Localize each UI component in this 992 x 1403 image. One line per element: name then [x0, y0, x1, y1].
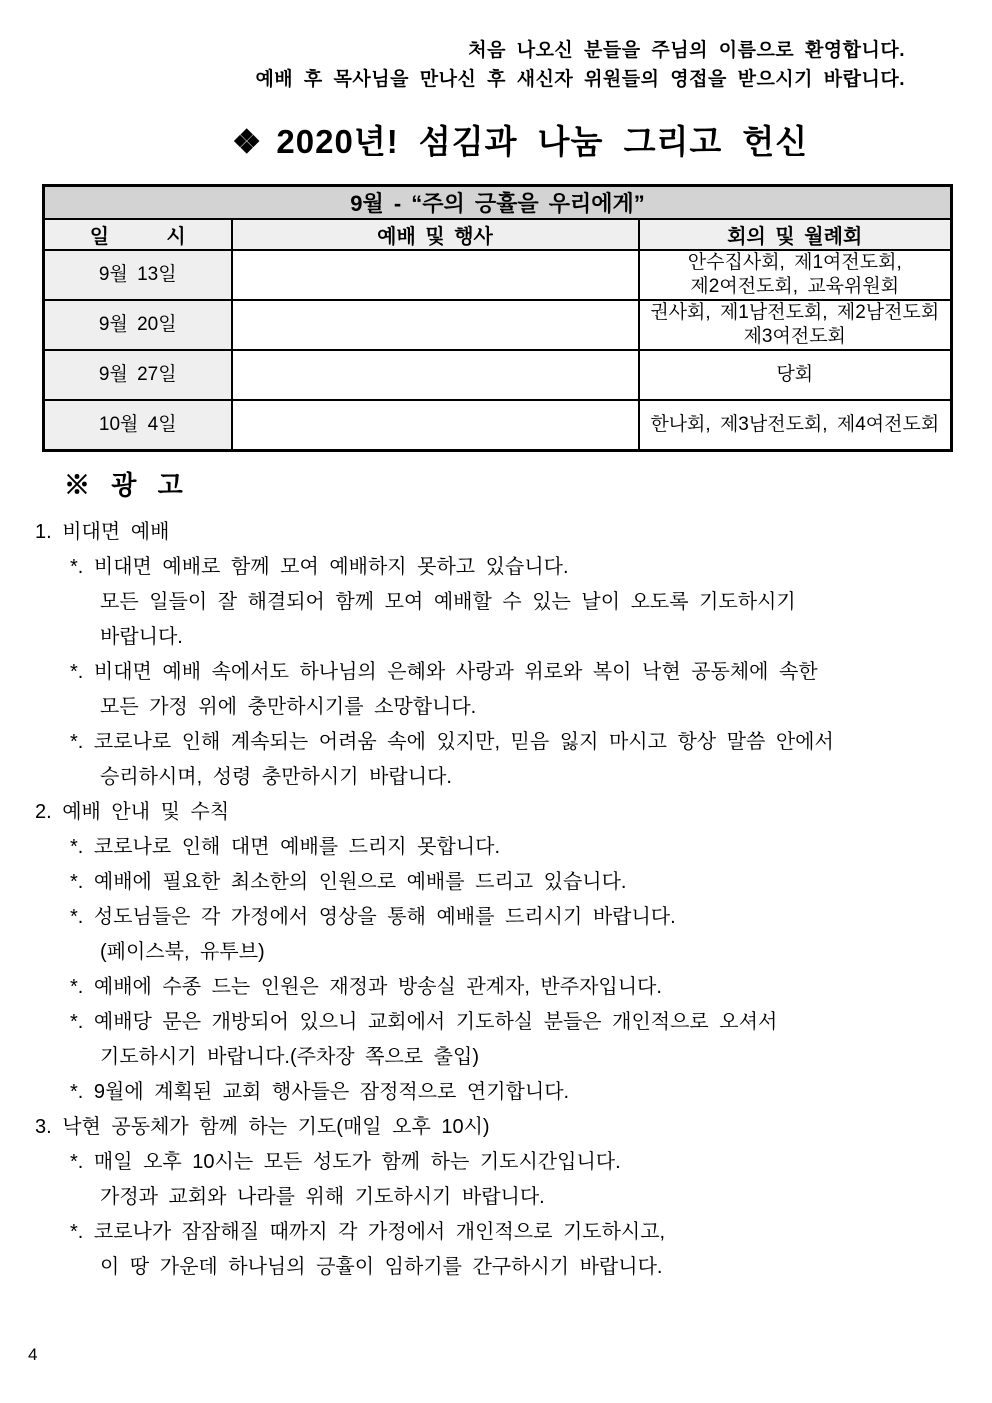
- meetings-line: 권사회, 제1남전도회, 제2남전도회: [650, 302, 940, 323]
- announcement-subitem: *. 코로나가 잠잠해질 때까지 각 가정에서 개인적으로 기도하시고,: [70, 1220, 666, 1243]
- table-row: [44, 300, 952, 350]
- date-cell: 9월 27일: [44, 350, 232, 400]
- table-header-row: [44, 219, 952, 250]
- announcement-subitem: *. 비대면 예배 속에서도 하나님의 은혜와 사랑과 위로와 복이 낙현 공동체에 속한: [70, 660, 818, 683]
- meetings-line: 안수집사회, 제1여전도회,: [687, 252, 902, 273]
- meetings-cell: [639, 350, 952, 400]
- worship-cell: [232, 300, 639, 350]
- announcement-subitem: *. 예배당 문은 개방되어 있으니 교회에서 기도하실 분들은 개인적으로 오셔서: [70, 1010, 778, 1033]
- announcement-subitem: *. 코로나로 인해 계속되는 어려움 속에 있지만, 믿음 잃지 마시고 항상 말씀 안에서: [70, 730, 834, 753]
- announcement-continuation: 기도하시기 바랍니다.(주차장 쪽으로 출입): [100, 1045, 479, 1068]
- meetings-line: 제2여전도회, 교육위원회: [690, 276, 900, 297]
- announcement-continuation: 이 땅 가운데 하나님의 긍휼이 임하기를 간구하시기 바랍니다.: [100, 1255, 663, 1278]
- announcement-item: 2. 예배 안내 및 수칙: [35, 800, 230, 823]
- meetings-line: 한나회, 제3남전도회, 제4여전도회: [650, 413, 940, 435]
- column-header-worship: 예배 및 행사: [232, 219, 639, 250]
- announcements-list: [0, 515, 992, 1285]
- announcement-continuation: 승리하시며, 성령 충만하시기 바랍니다.: [100, 765, 452, 788]
- meetings-cell: [639, 300, 952, 350]
- page-title: [0, 116, 992, 163]
- welcome-line-2: 예배 후 목사님을 만나신 후 새신자 위원들의 영접을 받으시기 바랍니다.: [255, 69, 905, 90]
- table-caption: 9월 - “주의 긍휼을 우리에게”: [44, 186, 952, 220]
- announcement-continuation: 모든 일들이 잘 해결되어 함께 모여 예배할 수 있는 날이 오도록 기도하시기: [100, 590, 796, 613]
- date-cell: 10월 4일: [44, 400, 232, 450]
- announcement-item: 3. 낙현 공동체가 함께 하는 기도(매일 오후 10시): [35, 1115, 490, 1138]
- announcement-subitem: *. 예배에 필요한 최소한의 인원으로 예배를 드리고 있습니다.: [70, 870, 627, 893]
- meetings-cell: [639, 250, 952, 300]
- announcement-continuation: (페이스북, 유투브): [100, 940, 265, 963]
- announcement-subitem: *. 비대면 예배로 함께 모여 예배하지 못하고 있습니다.: [70, 555, 569, 578]
- table-row: [44, 400, 952, 450]
- announcement-continuation: 가정과 교회와 나라를 위해 기도하시기 바랍니다.: [100, 1185, 545, 1208]
- worship-cell: [232, 250, 639, 300]
- table-caption-row: [44, 186, 952, 220]
- meetings-line: 제3여전도회: [743, 326, 846, 347]
- announcement-subitem: *. 매일 오후 10시는 모든 성도가 함께 하는 기도시간입니다.: [70, 1150, 621, 1173]
- welcome-note: [0, 0, 992, 94]
- announcements-heading: ※ 광 고: [64, 469, 190, 500]
- column-header-meetings: 회의 및 월례회: [639, 219, 952, 250]
- diamond-bullet-icon: ❖: [231, 123, 263, 160]
- meetings-line: 당회: [776, 364, 814, 385]
- september-schedule-table: [42, 184, 953, 452]
- table-row: [44, 250, 952, 300]
- column-header-date: 일 시: [44, 219, 232, 250]
- table-row: [44, 350, 952, 400]
- announcement-subitem: *. 예배에 수종 드는 인원은 재정과 방송실 관계자, 반주자입니다.: [70, 975, 662, 998]
- welcome-line-1: 처음 나오신 분들을 주님의 이름으로 환영합니다.: [468, 40, 905, 61]
- announcement-subitem: *. 9월에 계획된 교회 행사들은 잠정적으로 연기합니다.: [70, 1080, 570, 1103]
- worship-cell: [232, 400, 639, 450]
- announcement-subitem: *. 코로나로 인해 대면 예배를 드리지 못합니다.: [70, 835, 500, 858]
- worship-cell: [232, 350, 639, 400]
- meetings-cell: [639, 400, 952, 450]
- announcement-continuation: 모든 가정 위에 충만하시기를 소망합니다.: [100, 695, 477, 718]
- announcement-subitem: *. 성도님들은 각 가정에서 영상을 통해 예배를 드리시기 바랍니다.: [70, 905, 676, 928]
- announcement-item: 1. 비대면 예배: [35, 520, 170, 543]
- page-number: 4: [28, 1345, 38, 1364]
- page-title-text: 2020년! 섬김과 나눔 그리고 헌신: [276, 123, 809, 160]
- date-cell: 9월 20일: [44, 300, 232, 350]
- announcement-continuation: 바랍니다.: [100, 625, 183, 648]
- date-cell: 9월 13일: [44, 250, 232, 300]
